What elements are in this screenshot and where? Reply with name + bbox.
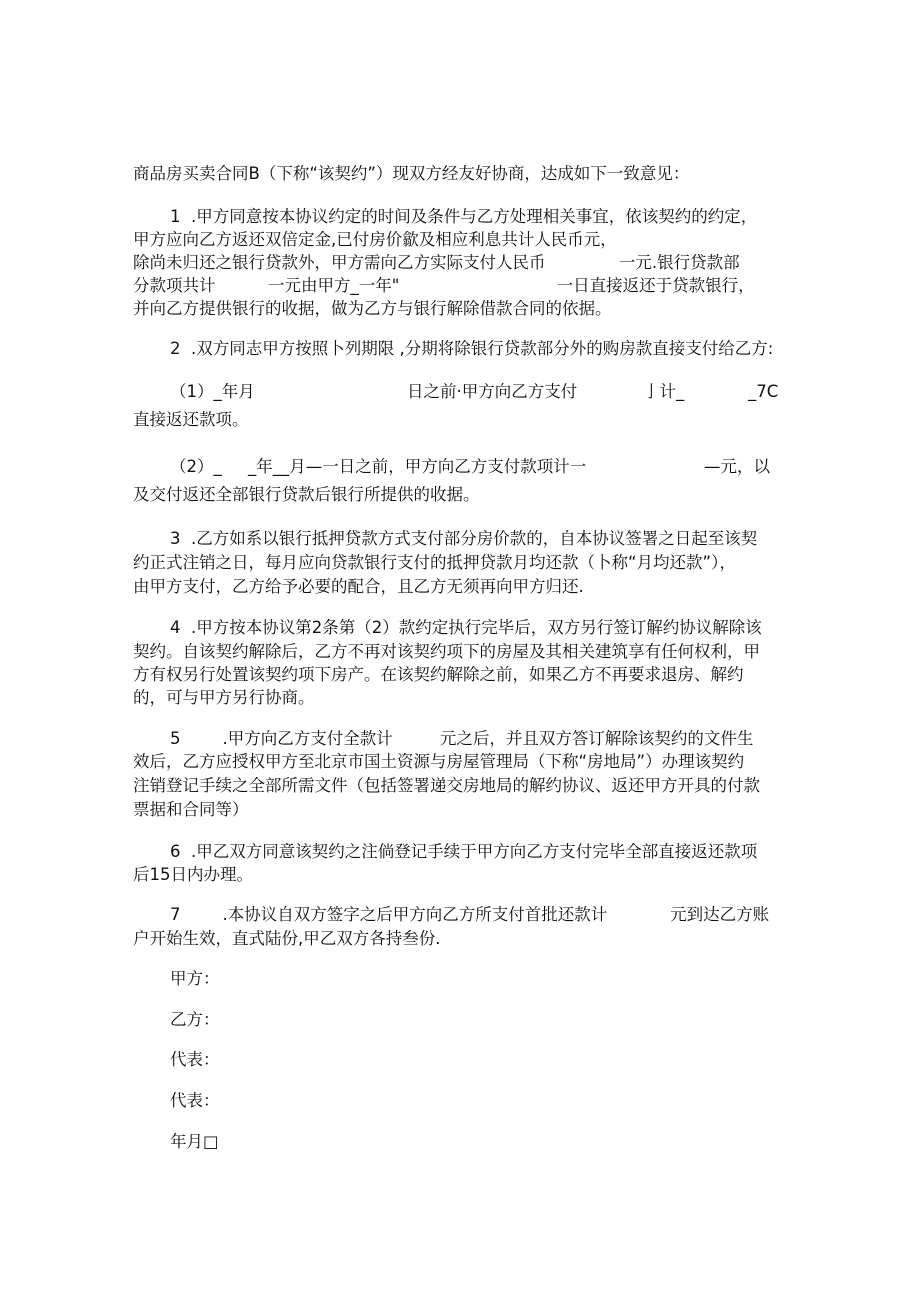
clause-3-line-1: 3 .乙方如系以银行抵押贷款方式支付部分房价款的，自本协议签署之日起至该契 [170, 529, 758, 548]
clause-5-line-3: 注销登记手续之全部所需文件（包括签署递交房地局的解约协议、返还甲方开具的付款 [133, 776, 760, 795]
clause-1-line-5: 并向乙方提供银行的收据，做为乙方与银行解除借款合同的依据。 [133, 299, 612, 318]
clause-2-item-1-line-2: 直接返还款项。 [133, 410, 249, 429]
clause-5-line-1: 5 .甲方向乙方支付全款计 元之后，并且双方答订解除该契约的文件生 [170, 729, 754, 748]
clause-7-line-2: 户开始生效，直式陆份,甲乙双方各持叁份. [133, 929, 441, 948]
clause-2-item-2-end: —元，以 [704, 457, 770, 476]
clause-3-line-2: 约正式注销之日，每月应向贷款银行支付的抵押贷款月均还款（卜称“月均还款”）， [133, 553, 736, 572]
clause-1-line-3: 除尚未归还之银行贷款外，甲方需向乙方实际支付人民币 一元.银行贷款部 [133, 253, 740, 272]
clause-2-item-2-line-2: 及交付返还全部银行贷款后银行所提供的收据。 [133, 485, 480, 504]
representative-1-label: 代表： [170, 1050, 220, 1069]
party-a-signature-label: 甲方： [170, 969, 220, 988]
clause-3-line-3: 由甲方支付，乙方给予必要的配合，且乙方无须再向甲方归还. [133, 577, 584, 596]
clause-2-line: 2 .双方同志甲方按照卜列期限 ,分期将除银行贷款部分外的购房款直接支付给乙方: [170, 339, 774, 358]
clause-1-line-1: 1 .甲方同意按本协议约定的时间及条件与乙方处理相关事宜，依该契约的约定， [170, 207, 758, 226]
clause-2-item-1-end: _7C [748, 382, 779, 401]
intro-paragraph: 商品房买卖合同B（下称“该契约”）现双方经友好协商，达成如下一致意见： [133, 164, 690, 183]
clause-5-line-4: 票据和合同等） [133, 800, 249, 819]
clause-7-line-1: 7 .本协议自双方签字之后甲方向乙方所支付首批还款计 元到达乙方账 [170, 905, 770, 924]
representative-2-label: 代表： [170, 1091, 220, 1110]
clause-6-line-1: 6 .甲乙双方同意该契约之注倘登记手续于甲方向乙方支付完毕全部直接返还款项 [170, 842, 758, 861]
clause-1-line-2: 甲方应向乙方返还双倍定金,已付房价歙及相应利息共计人民币元， [133, 230, 617, 249]
clause-5-line-2: 效后，乙方应授权甲方至北京市国土资源与房屋管理局（下称“房地局”）办理该契约 [133, 752, 745, 771]
clause-1-line-4: 分款项共计 一元由甲方_一年" 一日直接返还于贷款银行， [133, 276, 755, 295]
party-b-signature-label: 乙方： [170, 1010, 220, 1029]
date-label: 年月□ [170, 1132, 219, 1151]
clause-4-line-1: 4 .甲方按本协议第2条第（2）款约定执行完毕后，双方另行签订解约协议解除该 [170, 618, 762, 637]
clause-2-item-1-amount: 亅计_ [643, 382, 685, 401]
clause-2-item-1-middle: 日之前·甲方向乙方支付 [407, 382, 578, 401]
clause-4-line-4: 的，可与甲方另行协商。 [133, 688, 315, 707]
clause-2-item-1-start: （1）_年月 [170, 382, 255, 401]
clause-6-line-2: 后15日内办理。 [133, 865, 253, 884]
clause-2-item-2-start: （2）_ _年__月—一日之前，甲方向乙方支付款项计一 [170, 457, 587, 476]
clause-4-line-3: 方有权另行处置该契约项下房产。在该契约解除之前，如果乙方不再要求退房、解约 [133, 665, 744, 684]
clause-4-line-2: 契约。自该契约解除后，乙方不再对该契约项下的房屋及其相关建筑享有任何权利，甲 [133, 642, 760, 661]
